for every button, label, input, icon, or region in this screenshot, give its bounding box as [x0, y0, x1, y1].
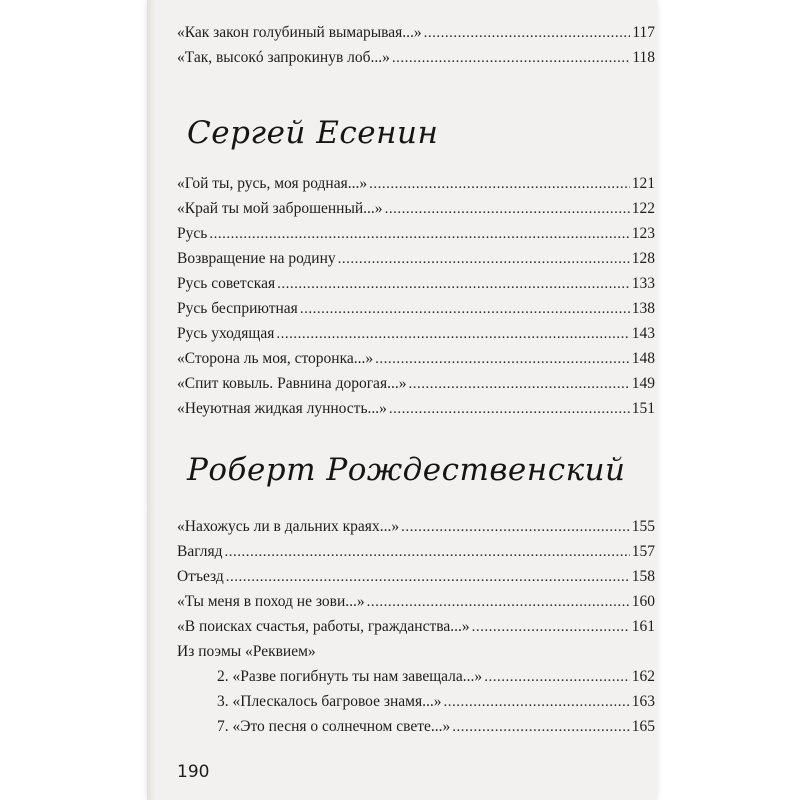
toc-entry-page: 122	[631, 200, 655, 217]
toc-entry-page: 143	[631, 325, 655, 342]
toc-entry-page: 161	[631, 618, 655, 635]
toc-subentry	[177, 664, 655, 689]
toc-entry	[177, 614, 655, 639]
toc-dot-leader	[226, 565, 630, 590]
toc-entry	[177, 564, 655, 589]
toc-entry-title: 3. «Плескалось багровое знамя...»	[217, 693, 442, 710]
toc-dot-leader	[385, 197, 630, 222]
toc-entry-title: «Сторона ль моя, сторонка...»	[177, 350, 374, 367]
toc-entry-title: «Ты меня в поход не зови...»	[177, 593, 365, 610]
toc-entry-title: «Край ты мой заброшенный...»	[177, 200, 383, 217]
toc-entry-title: «Нахожусь ли в дальних краях...»	[177, 518, 400, 535]
section-heading-rozhdestvensky: Роберт Рождественский	[187, 452, 626, 488]
toc-entry-title: Возвращение на родину	[177, 250, 336, 267]
toc-entry-page: 157	[631, 543, 655, 560]
toc-dot-leader	[369, 172, 630, 197]
toc-dot-leader	[424, 21, 631, 46]
toc-entry-title: Русь уходящая	[177, 325, 275, 342]
toc-entry-page: 151	[631, 400, 655, 417]
toc-subentry	[177, 714, 655, 739]
toc-entry-title: Русь советская	[177, 275, 276, 292]
toc-entry	[177, 514, 655, 539]
toc-dot-leader	[472, 615, 630, 640]
toc-entry	[177, 589, 655, 614]
toc-dot-leader	[225, 540, 630, 565]
toc-entry-page: 133	[631, 275, 655, 292]
toc-entry-title: 2. «Разве погибнуть ты нам завещала...»	[217, 668, 483, 685]
toc-dot-leader	[401, 515, 630, 540]
toc-entry-title: «В поисках счастья, работы, гражданства...»	[177, 618, 470, 635]
toc-entry-page: 149	[631, 375, 655, 392]
toc-dot-leader	[277, 272, 630, 297]
toc-entry-title: Вагляд	[177, 543, 223, 560]
toc-entry-title: «Гой ты, русь, моя родная...»	[177, 175, 368, 192]
toc-subheading	[177, 639, 655, 664]
toc-entry-title: «Спит ковыль. Равнина дорогая...»	[177, 375, 407, 392]
toc-entry-title: Русь бесприютная	[177, 300, 298, 317]
toc-entry-page: 155	[631, 518, 655, 535]
toc-entry	[177, 20, 655, 45]
toc-subheading-title: Из поэмы «Реквием»	[177, 643, 316, 660]
toc-entry-page: 165	[631, 718, 655, 735]
toc-dot-leader	[484, 665, 630, 690]
toc-entry-page: 118	[632, 49, 655, 66]
toc-entry-page: 117	[632, 24, 655, 41]
toc-entry	[177, 371, 655, 396]
page-edge	[147, 0, 155, 800]
toc-entry-title: 7. «Это песня о солнечном свете...»	[217, 718, 451, 735]
table-of-contents	[177, 20, 655, 739]
toc-subentry	[177, 689, 655, 714]
toc-entry-page: 123	[631, 225, 655, 242]
toc-entry-page: 158	[631, 568, 655, 585]
toc-entry	[177, 221, 655, 246]
toc-dot-leader	[276, 322, 629, 347]
toc-entry-page: 138	[631, 300, 655, 317]
toc-dot-leader	[209, 222, 629, 247]
toc-entry	[177, 346, 655, 371]
toc-dot-leader	[392, 46, 630, 71]
toc-entry-title: «Неуютная жидкая лунность...»	[177, 400, 387, 417]
book-page	[147, 0, 657, 800]
toc-entry	[177, 45, 655, 70]
toc-entry	[177, 196, 655, 221]
toc-entry-title: «Как закон голубиный вымарывая...»	[177, 24, 422, 41]
toc-dot-leader	[408, 372, 629, 397]
section-heading-esenin: Сергей Есенин	[187, 115, 439, 151]
toc-dot-leader	[452, 715, 630, 740]
toc-entry-page: 163	[631, 693, 655, 710]
toc-entry-page: 121	[631, 175, 655, 192]
toc-entry-page: 162	[631, 668, 655, 685]
toc-entry-title: «Так, высокó запрокинув лоб...»	[177, 49, 390, 66]
toc-dot-leader	[443, 690, 629, 715]
toc-entry	[177, 321, 655, 346]
toc-dot-leader	[389, 397, 630, 422]
toc-entry	[177, 246, 655, 271]
toc-dot-leader	[300, 297, 630, 322]
toc-dot-leader	[338, 247, 630, 272]
toc-entry	[177, 271, 655, 296]
toc-entry	[177, 396, 655, 421]
toc-entry	[177, 539, 655, 564]
toc-dot-leader	[375, 347, 630, 372]
toc-entry	[177, 296, 655, 321]
toc-entry-title: Отъезд	[177, 568, 224, 585]
toc-dot-leader	[367, 590, 630, 615]
page-number: 190	[177, 762, 210, 782]
toc-entry-page: 128	[631, 250, 655, 267]
toc-entry-title: Русь	[177, 225, 208, 242]
toc-entry-page: 160	[631, 593, 655, 610]
toc-entry	[177, 171, 655, 196]
toc-entry-page: 148	[631, 350, 655, 367]
